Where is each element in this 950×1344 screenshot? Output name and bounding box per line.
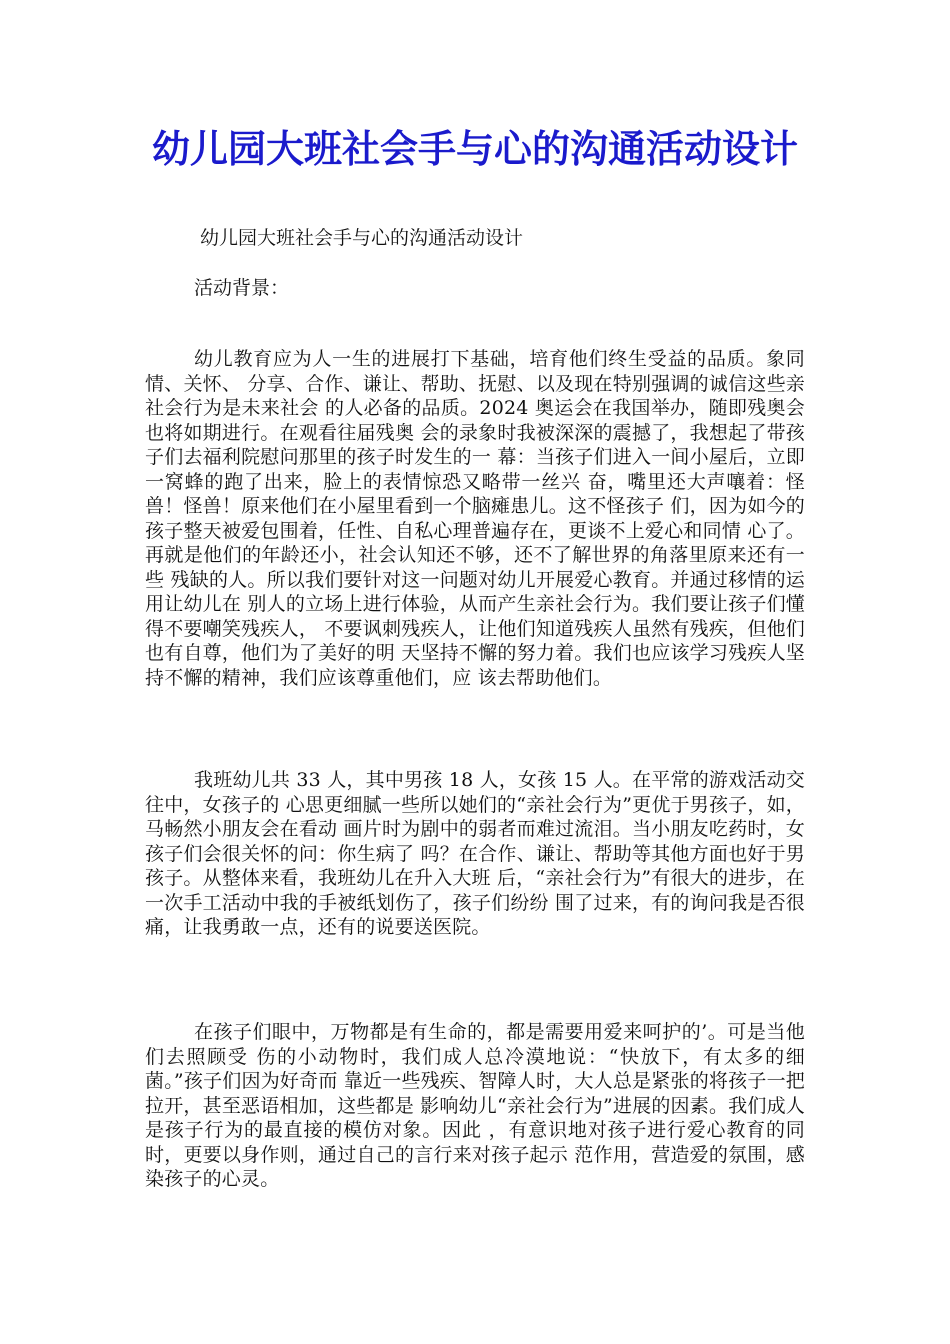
body-paragraph: 我班幼儿共 33 人，其中男孩 18 人，女孩 15 人。在平常的游戏活动交往中，女孩子的 心思更细腻一些所以她们的“亲社会行为”更优于男孩子，如，马畅然小朋友会在看动 画片时为剧中的弱者而难过流泪。当小朋友吃药时，女孩子们会很关怀的问：你生病了 吗？在合作、谦让、帮助等其他方面也好于男孩子。从整体来看，我班幼儿在升入大班 后，“亲社会行为”有很大的进步，在一次手工活动中我的手被纸划伤了，孩子们纷纷 围了过来，有的询问我是否很痛，让我勇敢一点，还有的说要送医院。 — [145, 769, 805, 938]
section-label-background: 活动背景： — [194, 277, 290, 299]
document-subtitle: 幼儿园大班社会手与心的沟通活动设计 — [200, 227, 524, 249]
body-paragraph: 幼儿教育应为人一生的进展打下基础，培育他们终生受益的品质。象同情、关怀、 分享、合作、谦让、帮助、抚慰、以及现在特别强调的诚信这些亲社会行为是未来社会 的人必备的品质。2024 奥运会在我国举办，随即残奥会也将如期进行。在观看往届残奥 会的录象时我被深深的震撼了，我想起了带孩子们去福利院慰问那里的孩子时发生的一 幕：当孩子们进入一间小屋后，立即一窝蜂的跑了出来，脸上的表情惊恐又略带一丝兴 奋，嘴里还大声嚷着：怪兽！怪兽！原来他们在小屋里看到一个脑瘫患儿。这不怪孩子 们，因为如今的孩子整天被爱包围着，任性、自私心理普遍存在，更谈不上爱心和同情 心了。再就是他们的年龄还小，社会认知还不够，还不了解世界的角落里原来还有一些 残缺的人。所以我们要针对这一问题对幼儿开展爱心教育。并通过移情的运用让幼儿在 别人的立场上进行体验，从而产生亲社会行为。我们要让孩子们懂得不要嘲笑残疾人， 不要讽刺残疾人，让他们知道残疾人虽然有残疾，但他们也有自尊，他们为了美好的明 天坚持不懈的努力着。我们也应该学习残疾人坚持不懈的精神，我们应该尊重他们，应 该去帮助他们。 — [145, 348, 805, 689]
document-title: 幼儿园大班社会手与心的沟通活动设计 — [151, 127, 798, 171]
body-paragraph: 在孩子们眼中，万物都是有生命的，都是需要用爱来呵护的’。可是当他们去照顾受 伤的小动物时，我们成人总冷漠地说：“快放下，有太多的细菌。”孩子们因为好奇而 靠近一些残疾、智障人时，大人总是紧张的将孩子一把拉开，甚至恶语相加，这些都是 影响幼儿“亲社会行为”进展的因素。我们成人是孩子行为的最直接的模仿对象。因此 ，有意识地对孩子进行爱心教育的同时，更要以身作则，通过自己的言行来对孩子起示 范作用，营造爱的氛围，感染孩子的心灵。 — [145, 1021, 805, 1190]
